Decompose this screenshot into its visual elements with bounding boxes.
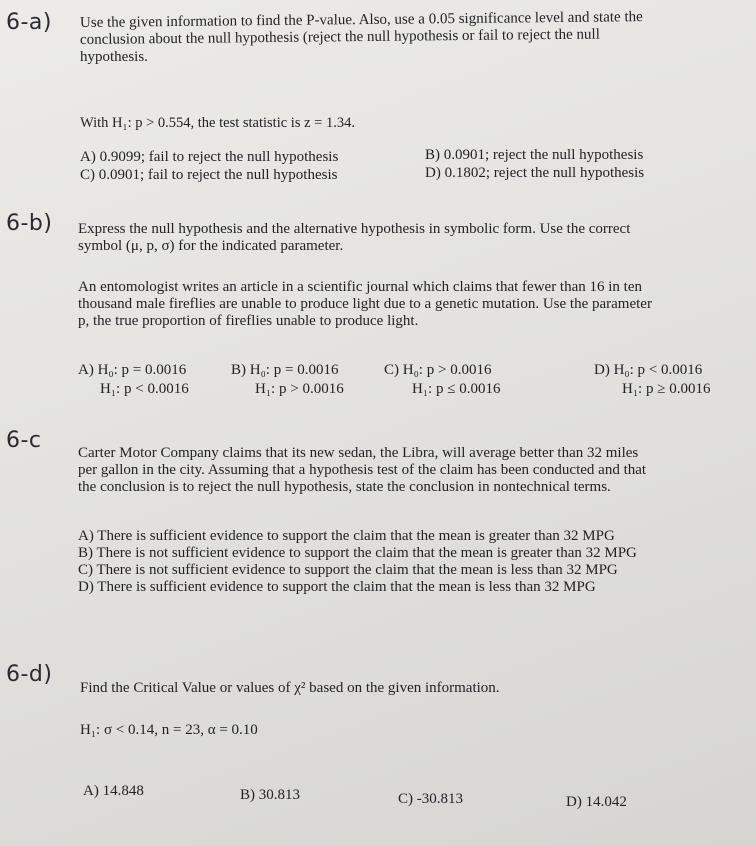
q6b-scenario-line: thousand male fireflies are unable to produce light due to a genetic mutation. Use the parameter [78, 296, 652, 312]
q6b-option-d-h1: H₁: p ≥ 0.0016 [622, 381, 711, 397]
q6c-scenario-line: per gallon in the city. Assuming that a hypothesis test of the claim has been conducted and that [78, 462, 647, 478]
question-label-6d: 6-d) [6, 662, 53, 687]
q6b-option-b-h0: B) H₀: p = 0.0016 [231, 362, 339, 378]
q6b-option-a[interactable] [78, 361, 189, 399]
q6c-option-d[interactable]: D) There is sufficient evidence to support the claim that the mean is less than 32 MPG [78, 579, 596, 595]
q6a-option-a[interactable]: A) 0.9099; fail to reject the null hypothesis [80, 149, 339, 165]
q6d-given: H₁: σ < 0.14, n = 23, α = 0.10 [80, 722, 258, 738]
question-label-6c: 6-c [6, 428, 42, 453]
q6a-instruction-line: Use the given information to find the P-value. Also, use a 0.05 significance level and state the [79, 9, 643, 31]
q6b-option-d[interactable] [594, 361, 710, 399]
q6b-option-b[interactable] [231, 361, 344, 399]
q6d-option-c[interactable]: C) -30.813 [398, 791, 463, 807]
q6b-scenario [78, 279, 652, 330]
q6a-instruction-line: hypothesis. [80, 49, 148, 65]
question-label-6b: 6-b) [6, 211, 53, 236]
q6b-option-a-h0: A) H₀: p = 0.0016 [78, 362, 187, 378]
q6b-scenario-line: An entomologist writes an article in a scientific journal which claims that fewer than 16 in ten [78, 279, 643, 295]
q6b-option-c-h1: H₁: p ≤ 0.0016 [412, 381, 501, 397]
q6c-options [78, 528, 637, 596]
q6d-instruction: Find the Critical Value or values of χ² based on the given information. [80, 680, 500, 696]
q6b-option-c[interactable] [384, 361, 500, 399]
q6b-option-b-h1: H₁: p > 0.0016 [255, 381, 344, 397]
q6c-option-a[interactable]: A) There is sufficient evidence to support the claim that the mean is greater than 32 MPG [78, 528, 615, 544]
q6a-given: With H₁: p > 0.554, the test statistic is z = 1.34. [80, 115, 355, 131]
question-label-6a: 6-a) [6, 10, 52, 35]
q6c-scenario [78, 445, 646, 496]
q6c-option-c[interactable]: C) There is not sufficient evidence to support the claim that the mean is less than 32 MPG [78, 562, 618, 578]
q6c-scenario-line: Carter Motor Company claims that its new sedan, the Libra, will average better than 32 miles [78, 445, 639, 461]
q6c-option-b[interactable]: B) There is not sufficient evidence to support the claim that the mean is greater than 32 MPG [78, 545, 637, 561]
q6a-option-c[interactable]: C) 0.0901; fail to reject the null hypothesis [80, 167, 338, 183]
q6d-option-d[interactable]: D) 14.042 [566, 794, 627, 810]
q6a-instruction-line: conclusion about the null hypothesis (reject the null hypothesis or fail to reject the null [79, 26, 600, 48]
q6a-instructions [79, 9, 643, 66]
q6d-option-b[interactable]: B) 30.813 [240, 787, 300, 803]
q6b-scenario-line: p, the true proportion of fireflies unable to produce light. [78, 313, 419, 329]
q6a-option-b[interactable]: B) 0.0901; reject the null hypothesis [425, 147, 644, 163]
q6b-instruction-line: symbol (μ, p, σ) for the indicated parameter. [78, 238, 344, 254]
q6d-option-a[interactable]: A) 14.848 [83, 783, 144, 799]
q6b-option-a-h1: H₁: p < 0.0016 [100, 381, 189, 397]
q6b-instruction-line: Express the null hypothesis and the alternative hypothesis in symbolic form. Use the correct [78, 221, 631, 237]
q6b-instructions [78, 221, 630, 255]
q6b-option-d-h0: D) H₀: p < 0.0016 [594, 362, 703, 378]
q6a-option-d[interactable]: D) 0.1802; reject the null hypothesis [425, 165, 645, 181]
q6c-scenario-line: the conclusion is to reject the null hypothesis, state the conclusion in nontechnical terms. [78, 479, 611, 495]
q6b-option-c-h0: C) H₀: p > 0.0016 [384, 362, 492, 378]
